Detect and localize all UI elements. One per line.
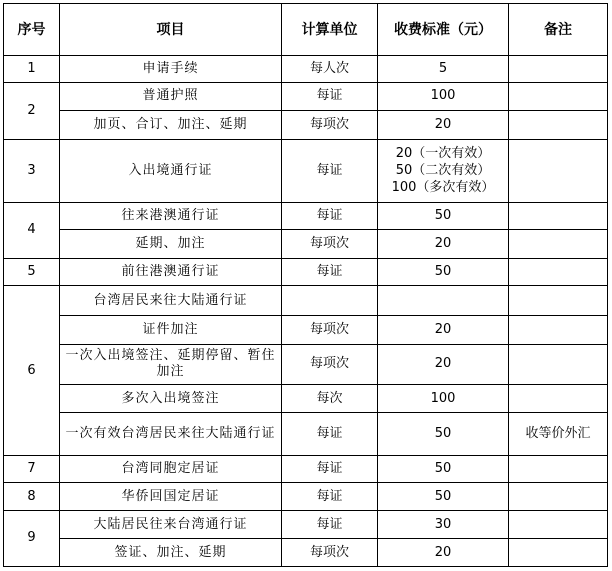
header-row <box>4 4 608 56</box>
row-unit: 每项次 <box>282 539 378 567</box>
row-unit: 每项次 <box>282 344 378 385</box>
row-unit: 每证 <box>282 202 378 230</box>
row-no: 7 <box>4 455 60 483</box>
row-no: 8 <box>4 483 60 511</box>
row-item: 签证、加注、延期 <box>60 539 282 567</box>
fee-table <box>3 3 608 567</box>
row-no: 2 <box>4 82 60 139</box>
table-row <box>4 286 608 316</box>
header-item: 项目 <box>60 4 282 56</box>
row-note <box>509 230 608 259</box>
row-fee: 20 <box>378 111 509 140</box>
table-row <box>4 385 608 413</box>
row-unit: 每证 <box>282 510 378 539</box>
row-fee: 50 <box>378 483 509 511</box>
header-note: 备注 <box>509 4 608 56</box>
row-unit: 每次 <box>282 385 378 413</box>
row-fee: 20（一次有效） 50（二次有效） 100（多次有效） <box>378 139 509 202</box>
table-row <box>4 82 608 111</box>
row-no: 6 <box>4 286 60 455</box>
row-unit: 每证 <box>282 455 378 483</box>
table-row <box>4 56 608 83</box>
row-item: 台湾居民来往大陆通行证 <box>60 286 282 316</box>
row-unit: 每证 <box>282 412 378 455</box>
table-row <box>4 202 608 230</box>
table-row <box>4 139 608 202</box>
row-note <box>509 202 608 230</box>
row-note: 收等价外汇 <box>509 412 608 455</box>
row-fee: 50 <box>378 455 509 483</box>
row-fee: 5 <box>378 56 509 83</box>
row-fee: 50 <box>378 412 509 455</box>
table-row <box>4 316 608 345</box>
row-note <box>509 316 608 345</box>
row-unit: 每证 <box>282 139 378 202</box>
row-fee: 100 <box>378 385 509 413</box>
row-fee: 20 <box>378 316 509 345</box>
row-note <box>509 286 608 316</box>
table-row <box>4 483 608 511</box>
row-item: 前往港澳通行证 <box>60 258 282 286</box>
row-unit: 每项次 <box>282 230 378 259</box>
row-no: 3 <box>4 139 60 202</box>
row-no: 5 <box>4 258 60 286</box>
table-row <box>4 455 608 483</box>
row-fee: 100 <box>378 82 509 111</box>
row-note <box>509 82 608 111</box>
table-row <box>4 539 608 567</box>
row-item: 证件加注 <box>60 316 282 345</box>
row-item: 往来港澳通行证 <box>60 202 282 230</box>
row-unit: 每证 <box>282 483 378 511</box>
row-fee: 50 <box>378 258 509 286</box>
row-item: 大陆居民往来台湾通行证 <box>60 510 282 539</box>
row-fee: 20 <box>378 230 509 259</box>
row-unit: 每人次 <box>282 56 378 83</box>
table-row <box>4 230 608 259</box>
row-item: 普通护照 <box>60 82 282 111</box>
table-row <box>4 344 608 385</box>
row-item: 一次入出境签注、延期停留、暂住加注 <box>60 344 282 385</box>
row-item: 加页、合订、加注、延期 <box>60 111 282 140</box>
row-item: 入出境通行证 <box>60 139 282 202</box>
header-no: 序号 <box>4 4 60 56</box>
row-fee: 30 <box>378 510 509 539</box>
row-fee: 50 <box>378 202 509 230</box>
row-no: 4 <box>4 202 60 258</box>
table-row <box>4 412 608 455</box>
row-unit: 每项次 <box>282 111 378 140</box>
row-note <box>509 510 608 539</box>
row-unit <box>282 286 378 316</box>
table-row <box>4 510 608 539</box>
row-unit: 每证 <box>282 258 378 286</box>
row-note <box>509 539 608 567</box>
row-note <box>509 139 608 202</box>
row-no: 1 <box>4 56 60 83</box>
row-item: 延期、加注 <box>60 230 282 259</box>
row-unit: 每项次 <box>282 316 378 345</box>
header-fee: 收费标准（元） <box>378 4 509 56</box>
row-item: 申请手续 <box>60 56 282 83</box>
row-item: 多次入出境签注 <box>60 385 282 413</box>
row-item: 台湾同胞定居证 <box>60 455 282 483</box>
row-fee: 20 <box>378 539 509 567</box>
row-item: 华侨回国定居证 <box>60 483 282 511</box>
row-note <box>509 258 608 286</box>
table-row <box>4 258 608 286</box>
row-no: 9 <box>4 510 60 566</box>
row-fee: 20 <box>378 344 509 385</box>
header-unit: 计算单位 <box>282 4 378 56</box>
row-note <box>509 344 608 385</box>
row-note <box>509 111 608 140</box>
row-unit: 每证 <box>282 82 378 111</box>
row-note <box>509 455 608 483</box>
row-note <box>509 56 608 83</box>
row-fee <box>378 286 509 316</box>
row-note <box>509 385 608 413</box>
row-note <box>509 483 608 511</box>
table-row <box>4 111 608 140</box>
row-item: 一次有效台湾居民来往大陆通行证 <box>60 412 282 455</box>
